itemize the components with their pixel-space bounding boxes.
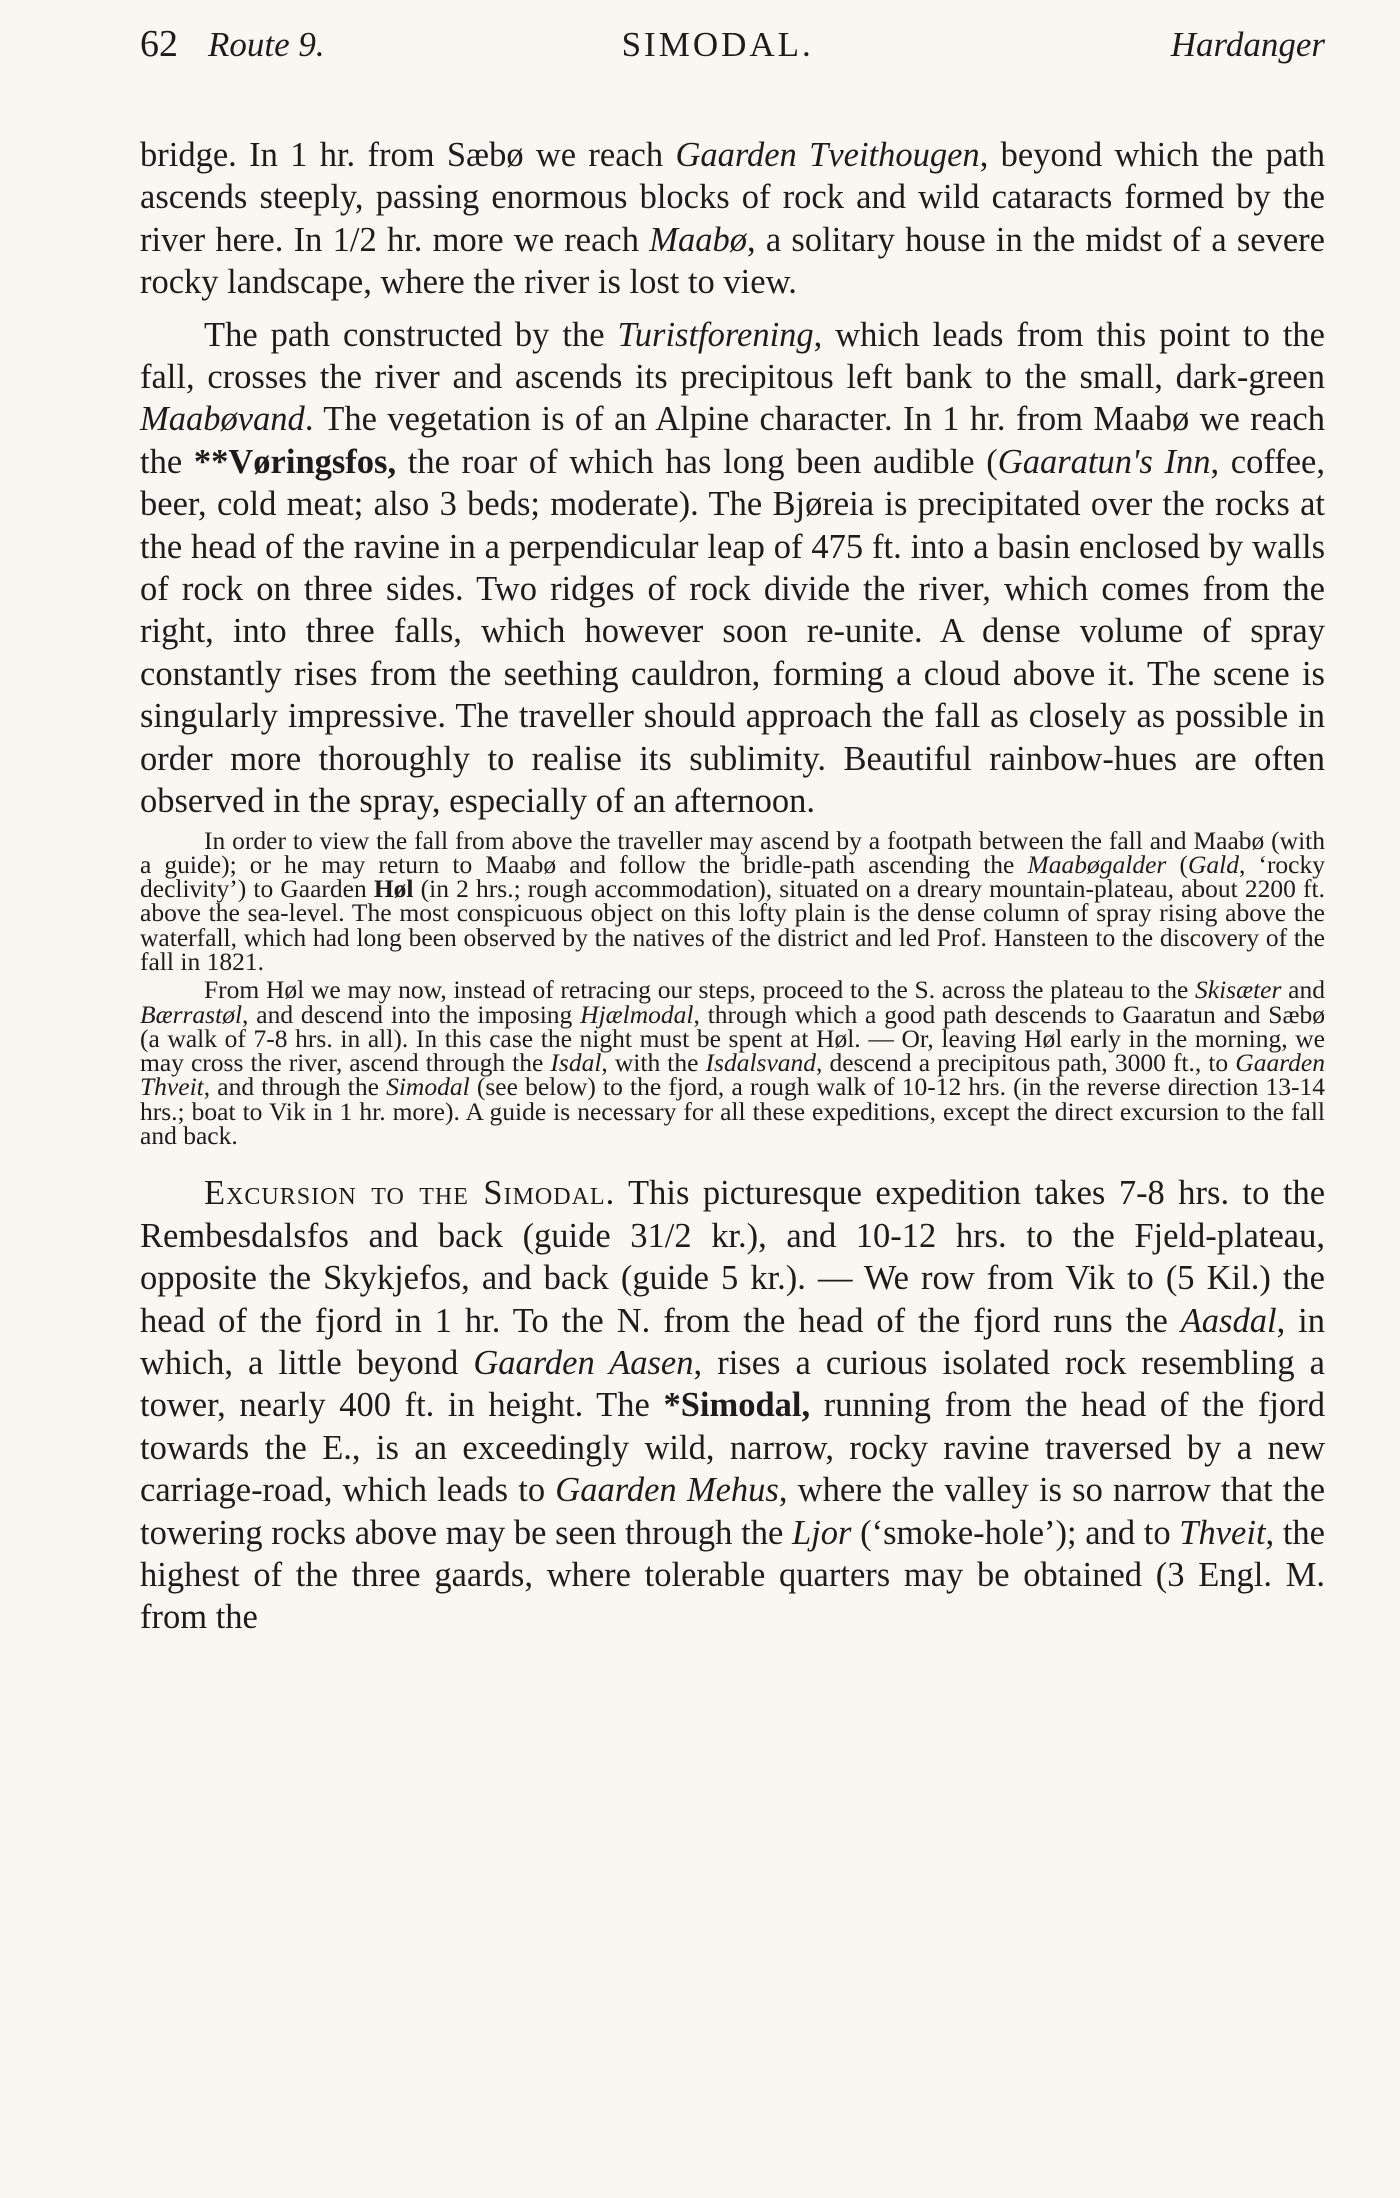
text-run: , with the xyxy=(601,1048,706,1078)
text-run: hr. more we reach xyxy=(376,220,650,259)
running-header xyxy=(140,22,1325,88)
place-name: Maabøvand xyxy=(140,400,305,439)
place-name: Maabø xyxy=(649,220,747,259)
text-run: , the highest of the three gaards, where tolerable quarters may be obtained (3 Engl. M. from the xyxy=(140,1513,1325,1637)
place-name: Gaarden Aasen xyxy=(473,1343,694,1382)
place-name: Gaarden Mehus xyxy=(555,1471,779,1510)
text-run: bridge. In 1 hr. from Sæbø we reach xyxy=(140,136,676,174)
place-name: Gald xyxy=(1187,849,1239,879)
text-run: , rises a curious isolated rock resembling a tower, nearly 400 ft. in height. The xyxy=(140,1343,1325,1425)
text-run: and xyxy=(1281,975,1325,1005)
book-page xyxy=(140,22,1325,1639)
text-run: the roar of which has long been audible ( xyxy=(396,442,998,481)
page-number: 62 xyxy=(140,23,178,65)
place-name: Hjælmodal xyxy=(580,999,694,1029)
text-run: , a solitary house in the midst of a severe rocky landscape, where the river is lost to view. xyxy=(140,220,1325,302)
text-run: , ‘rocky declivity’) to Gaarden xyxy=(140,849,1325,904)
place-name: Aasdal xyxy=(1180,1301,1277,1340)
place-name: Simodal xyxy=(386,1072,470,1102)
text-run: . The vegetation is of an Alpine character. In 1 hr. from Maabø we reach the xyxy=(140,400,1325,481)
running-title: SIMODAL. xyxy=(621,25,814,64)
fraction: 1/2 xyxy=(647,1216,692,1255)
text-run: In order to view the fall from above the traveller may ascend by a footpath between the fall and Maabø (with a guide); or he may return to Maabø and follow the bridle-path ascending the xyxy=(140,825,1325,879)
small-print-block xyxy=(140,825,1325,1151)
text-run: , where the valley is so narrow that the towering rocks above may be seen through the xyxy=(140,1471,1326,1552)
text-run: ( xyxy=(1166,849,1188,879)
paragraph-tveithougen xyxy=(140,134,1325,304)
small-paragraph-hol xyxy=(140,825,1325,976)
text-run: , descend a precipitous path, 3000 ft., to xyxy=(816,1048,1236,1078)
text-run: (‘smoke-hole’); and to xyxy=(851,1513,1180,1552)
text-run: , beyond which the path ascends steeply, passing enormous blocks of rock and wild cataracts formed by the river here. In xyxy=(140,136,1326,259)
paragraph-voringsfos xyxy=(140,314,1325,823)
small-paragraph-routes xyxy=(140,975,1325,1151)
text-run: , and through the xyxy=(203,1072,387,1102)
place-name: Skisæter xyxy=(1195,975,1282,1005)
text-run: , through which a good path descends to Gaaratun and Sæbø (a walk of 7-8 hrs. in all). In this case the night must be spent at Høl. — Or, leaving Høl early in the morning, we may cross the river, ascend through the xyxy=(140,999,1325,1078)
region-label: Hardanger xyxy=(1170,25,1325,64)
highlight-name: **Vøringsfos, xyxy=(193,442,397,481)
text-run: , in which, a little beyond xyxy=(140,1301,1325,1382)
text-run: running from the head of the fjord towards the E., is an exceedingly wild, narrow, rocky ravine traversed by a new carriage-road, which leads to xyxy=(140,1386,1325,1510)
text-run: (in 2 hrs.; rough accommodation), situated on a dreary mountain-plateau, about 2200 ft. above the sea-level. The most conspicuous object on this lofty plain is the dense column of spray rising above the waterfall, which had long been observed by the natives of the district and led Prof. Hansteen to the discovery of the fall in 1821. xyxy=(140,874,1325,976)
section-heading: Excursion to the Simodal. xyxy=(204,1174,616,1213)
paragraph-simodal-excursion xyxy=(140,1172,1325,1638)
place-name: Thveit xyxy=(1179,1513,1266,1552)
text-run: , and descend into the imposing xyxy=(242,999,581,1029)
highlight-name: Høl xyxy=(373,874,414,904)
place-name: Isdal xyxy=(550,1048,602,1078)
text-run: From Høl we may now, instead of retracing our steps, proceed to the S. across the plateau to the xyxy=(204,975,1195,1005)
place-name: Turistforening xyxy=(617,315,814,354)
place-name: Gaarden Thveit xyxy=(140,1048,1325,1102)
place-name: Ljor xyxy=(791,1513,852,1552)
route-label: Route 9. xyxy=(208,25,325,64)
text-run: The path constructed by the xyxy=(204,315,618,354)
place-name: Gaarden Tveithougen xyxy=(675,136,980,174)
highlight-name: *Simodal, xyxy=(663,1386,811,1425)
text-run: kr.), and 10-12 hrs. to the Fjeld-plateau, opposite the Skykjefos, and back (guide 5 kr.). — We row from Vik to (5 Kil.) the head of the fjord in 1 hr. To the N. from the head of the fjord runs the xyxy=(140,1216,1325,1340)
text-run: This picturesque expedition takes 7-8 hrs. to the Rembesdalsfos and back (guide 3 xyxy=(140,1174,1326,1255)
place-name: Isdalsvand xyxy=(705,1048,817,1078)
place-name: Gaaratun's Inn xyxy=(997,442,1211,481)
text-run: , which leads from this point to the fall, crosses the river and ascends its precipitous left bank to the small, dark-green xyxy=(140,315,1325,397)
text-run: (see below) to the fjord, a rough walk of 10-12 hrs. (in the reverse direction 13-14 hrs.; boat to Vik in 1 hr. more). A guide is necessary for all these expeditions, except the direct excursion to the fall and back. xyxy=(140,1072,1325,1151)
place-name: Bærrastøl xyxy=(140,999,243,1029)
fraction: 1/2 xyxy=(332,220,377,259)
place-name: Maabøgalder xyxy=(1027,849,1167,879)
header-left xyxy=(140,22,325,66)
text-run: , coffee, beer, cold meat; also 3 beds; moderate). The Bjøreia is precipitated over the rocks at the head of the ravine in a perpendicular leap of 475 ft. into a basin enclosed by walls of rock on three sides. Two ridges of rock divide the river, which comes from the right, into three falls, which however soon re-unite. A dense volume of spray constantly rises from the seething cauldron, forming a cloud above it. The scene is singularly impressive. The traveller should approach the fall as closely as possible in order more thoroughly to realise its sublimity. Beautiful rainbow-hues are often observed in the spray, especially of an afternoon. xyxy=(140,442,1325,821)
